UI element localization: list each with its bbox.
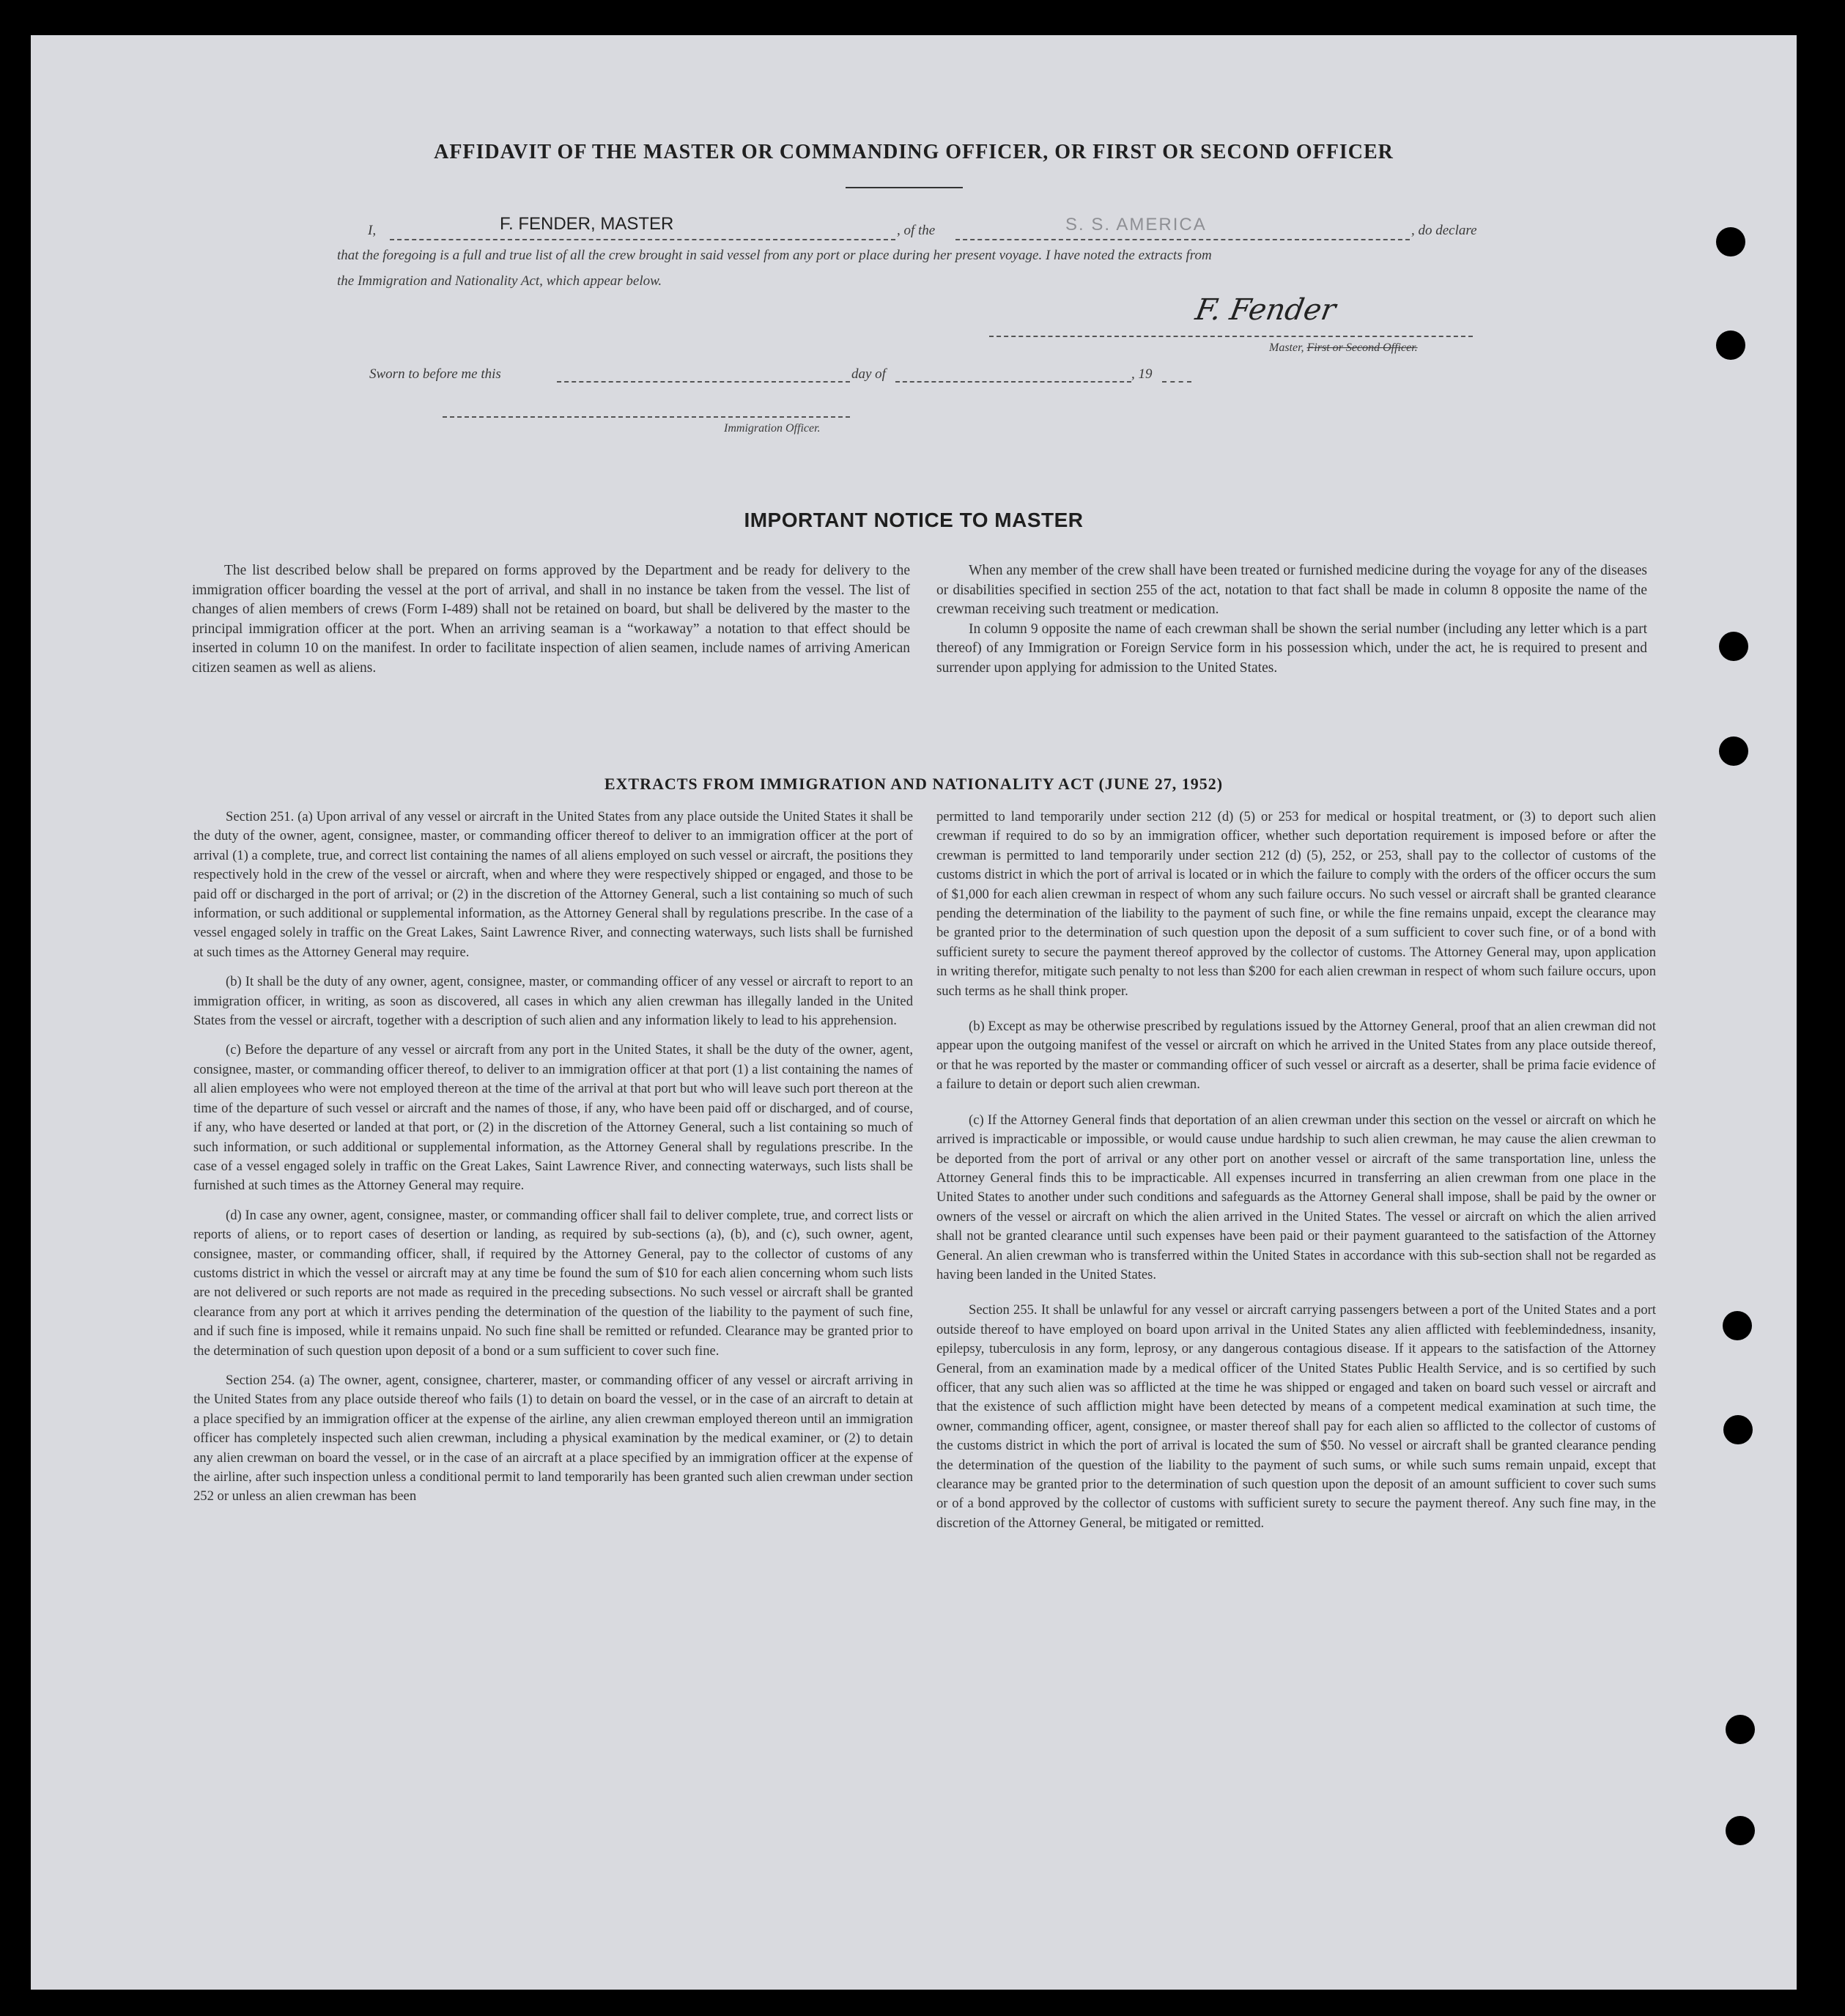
act-section-paragraph: Section 254. (a) The owner, agent, consignee, charterer, master, or commanding officer of any vessel or aircraft arriving in the United States from any place outside thereof who fails (1) to detain on board the vessel, or in the case of an aircraft to detain at a place specified by an immigration officer at the expense of the airline, any alien crewman employed thereon until an immigration officer has completely inspected such alien crewman, including a physical examination by the medical examiner, or (2) to detain any alien crewman on board the vessel, or in the case of an aircraft at a place specified by an immigration officer at the expense of the airline, after such inspection unless a conditional permit to land temporarily has been granted such alien crewman under section 252 or unless an alien crewman has been — [193, 1372, 913, 1504]
notice-right-paragraph: When any member of the crew shall have been treated or furnished medicine during the voyage for any of the diseases or disabilities specified in section 255 of the act, notation to that fact shall be made in column 8 opposite the name of the crewman receiving such treatment or medication. — [936, 563, 1647, 617]
immigration-officer-label: Immigration Officer. — [724, 422, 821, 435]
name-line — [390, 239, 895, 240]
punch-hole — [1726, 1715, 1755, 1744]
notice-right-paragraph: In column 9 opposite the name of each crewman shall be shown the serial number (including any letter which is a part thereof) of any Immigration or Foreign Service form in his possession which, under the act, he is required to present and surrender upon applying for admission to the United States. — [936, 621, 1647, 676]
punch-hole — [1723, 1311, 1752, 1340]
signer-title-struck: First or Second Officer. — [1306, 341, 1418, 354]
master-name: F. FENDER, MASTER — [500, 214, 674, 234]
sworn-month-line — [895, 381, 1131, 383]
punch-hole — [1726, 1816, 1755, 1845]
document-page — [31, 35, 1797, 1990]
vessel-line — [955, 239, 1410, 240]
punch-hole — [1716, 331, 1745, 360]
act-section-paragraph: permitted to land temporarily under section 212 (d) (5) or 253 for medical or hospital treatment, or (3) to deport such alien crewman if required to do so by an immigration officer, whether such deportation requirement is imposed before or after the crewman is permitted to land temporarily under section 212 (d) (5), 252, or 253, shall pay to the collector of customs of the customs district in which the port of arrival is located or in which the failure to comply with the orders of the officer occurs the sum of $1,000 for each alien crewman in respect of whom any such failure occurs. No such vessel or aircraft shall be granted clearance pending the determination of the liability to the payment of such fine, or while the fine remains unpaid, except the clearance may be granted prior to the determination of such question upon the deposit of a sum sufficient to cover such fine, or of a bond with sufficient surety to secure the payment thereof approved by the collector of customs. The Attorney General may, upon application in writing therefor, mitigate such penalty to not less than $200 for each alien crewman in respect of whom such failure occurs, upon such terms as he shall think proper. — [936, 809, 1656, 999]
punch-hole — [1716, 227, 1745, 256]
signature-line — [989, 336, 1473, 337]
act-section-paragraph: (c) If the Attorney General finds that deportation of an alien crewman under this section on the vessel or aircraft on which he arrived is impracticable or impossible, or would cause undue hardship to such alien crewman, he may cause the alien crewman to be deported from the port of arrival or any other port on another vessel or aircraft of the same transportation line, unless the Attorney General finds this to be impracticable. All expenses incurred in transferring an alien crewman from one place in the United States to another under such conditions and safeguards as the Attorney General shall impose, shall be paid by the owner or owners of the vessel or aircraft on which the alien arrived in the United States. The vessel or aircraft on which the alien arrived shall not be granted clearance until such expenses have been paid or their payment guaranteed to the satisfaction of the Attorney General. An alien crewman who is transferred within the United States in accordance with this sub-section shall not be regarded as having been landed in the United States. — [936, 1112, 1656, 1282]
act-section-paragraph: (d) In case any owner, agent, consignee, master, or commanding officer shall fail to deliver complete, true, and correct lists or reports of aliens, or to report cases of desertion or landing, as required by sub-sections (a), (b), and (c), such owner, agent, consignee, master, or commanding officer, shall, if required by the Attorney General, pay to the collector of customs of any customs district in which the vessel or aircraft may at any time be found the sum of $10 for each alien concerning whom such lists are not delivered or such reports are not made as required in the preceding subsections. No such vessel or aircraft shall be granted clearance from any port at which it arrives pending the determination of the question of the liability to the payment of such fine, and if such fine is imposed, while it remains unpaid. No such fine shall be remitted or refunded. Clearance may be granted prior to the determination of such question upon deposit of a bond or a sum sufficient to cover such fine. — [193, 1207, 913, 1359]
label-of-the: , of the — [897, 223, 936, 238]
year-label: , 19 — [1131, 366, 1153, 382]
title-rule — [846, 187, 963, 188]
declaration-line-2: the Immigration and Nationality Act, which appear below. — [337, 273, 662, 289]
signer-title-master: Master, — [1269, 341, 1304, 354]
label-i: I, — [368, 223, 377, 238]
act-section-paragraph: (b) Except as may be otherwise prescribed by regulations issued by the Attorney General, proof that an alien crewman did not appear upon the outgoing manifest of the vessel or aircraft on which he arrived in the United States from any place outside thereof, or that he was reported by the master or commanding officer of such vessel or aircraft as a deserter, shall be prima facie evidence of a failure to detain or deport such alien crewman. — [936, 1019, 1656, 1093]
punch-hole — [1719, 736, 1748, 766]
punch-hole — [1723, 1415, 1753, 1444]
extracts-right-column — [936, 808, 1656, 1543]
signature: F. Fender — [1192, 293, 1339, 327]
notice-left-paragraph: The list described below shall be prepared on forms approved by the Department and be ready for delivery to the immigration officer boarding the vessel at the port of arrival, and shall in no instance be taken from the vessel. The list of changes of alien members of crews (Form I-489) shall not be retained on board, but shall be delivered by the master to the principal immigration officer at the port. When an arriving seaman is a “workaway” a notation to that effect should be inserted in column 10 on the manifest. In order to facilitate inspection of alien seamen, include names of arriving American citizen seamen as well as aliens. — [192, 563, 910, 676]
sworn-label: Sworn to before me this — [369, 366, 501, 382]
act-section-paragraph: (c) Before the departure of any vessel or aircraft from any port in the United States, it shall be the duty of the owner, agent, consignee, master, or commanding officer thereof, to deliver to an immigration officer at that port (1) a list containing the names of all alien employees who were not employed thereon at the time of the arrival at that port but who will leave such port thereon at the time of the departure of such vessel or aircraft and the names of those, if any, who have been paid off or discharged, and of course, if any, who have deserted or landed at that port, or (2) in the discretion of the Attorney General, such a list containing so much of such information, or such additional or supplemental information, as the Attorney General shall by regulations prescribe. In the case of a vessel engaged solely in traffic on the Great Lakes, Saint Lawrence River, and connecting waterways, such lists shall be furnished at such times as the Attorney General may require. — [193, 1042, 913, 1194]
sworn-day-line — [557, 381, 850, 383]
signer-title — [1269, 341, 1418, 355]
extracts-left-column — [193, 808, 913, 1517]
act-section-paragraph: Section 251. (a) Upon arrival of any vessel or aircraft in the United States from any place outside the United States it shall be the duty of the owner, agent, consignee, master, or commanding officer thereof to deliver to an immigration officer at the port of arrival (1) a complete, true, and correct list containing the names of all aliens employed on such vessel or aircraft, the positions they respectively hold in the crew of the vessel or aircraft, when and where they were respectively shipped or engaged, and those to be paid off or discharged in the port of arrival; or (2) in the discretion of the Attorney General, such a list containing so much of such information, or such additional or supplemental information, as the Attorney General shall by regulations prescribe. In the case of a vessel engaged solely in traffic on the Great Lakes, Saint Lawrence River, and connecting waterways, such lists shall be furnished at such times as the Attorney General may require. — [193, 809, 913, 960]
declaration-line-1: that the foregoing is a full and true list of all the crew brought in said vessel from any port or place during her present voyage. I have noted the extracts from — [337, 248, 1212, 263]
extracts-title: EXTRACTS FROM IMMIGRATION AND NATIONALITY ACT (JUNE 27, 1952) — [604, 775, 1224, 793]
notice-title: IMPORTANT NOTICE TO MASTER — [744, 509, 1084, 531]
act-section-paragraph: Section 255. It shall be unlawful for any vessel or aircraft carrying passengers between a port of the United States and a port outside thereof to have employed on board upon arrival in the United States any alien afflicted with feeblemindedness, insanity, epilepsy, tuberculosis in any form, leprosy, or any dangerous contagious disease. If it appears to the satisfaction of the Attorney General, from an examination made by a medical officer of the United States Public Health Service, and is so certified by such officer, that any such alien was so afflicted at the time he was shipped or engaged and taken on board such vessel or aircraft and that the existence of such affliction might have been detected by means of a competent medical examination at such time, the owner, commanding officer, agent, consignee, or master thereof shall pay for each alien so afflicted to the collector of customs of the customs district in which the port of arrival is located the sum of $50. No vessel or aircraft shall be granted clearance pending the determination of the question of the liability to the payment of such sums, or while such sums remain unpaid, except that clearance may be granted prior to the determination of such question upon the deposit of an amount sufficient to cover such sums or of a bond approved by the collector of customs with sufficient surety to secure the payment thereof. Any such fine may, in the discretion of the Attorney General, be mitigated or remitted. — [936, 1302, 1656, 1531]
act-section-paragraph: (b) It shall be the duty of any owner, agent, consignee, master, or commanding officer of any vessel or aircraft to report to an immigration officer, in writing, as soon as discovered, all cases in which any alien crewman has illegally landed in the United States from the vessel or aircraft, together with a description of such alien and any information likely to lead to his apprehension. — [193, 974, 913, 1029]
punch-hole — [1719, 632, 1748, 661]
notice-left — [192, 561, 910, 678]
year-line — [1162, 381, 1191, 383]
label-declare: , do declare — [1411, 223, 1477, 238]
vessel-name: S. S. AMERICA — [1065, 215, 1207, 235]
affidavit-title: AFFIDAVIT OF THE MASTER OR COMMANDING OFFICER, OR FIRST OR SECOND OFFICER — [434, 141, 1394, 163]
officer-line — [443, 416, 850, 418]
day-of-label: day of — [851, 366, 886, 382]
notice-right — [936, 561, 1647, 678]
